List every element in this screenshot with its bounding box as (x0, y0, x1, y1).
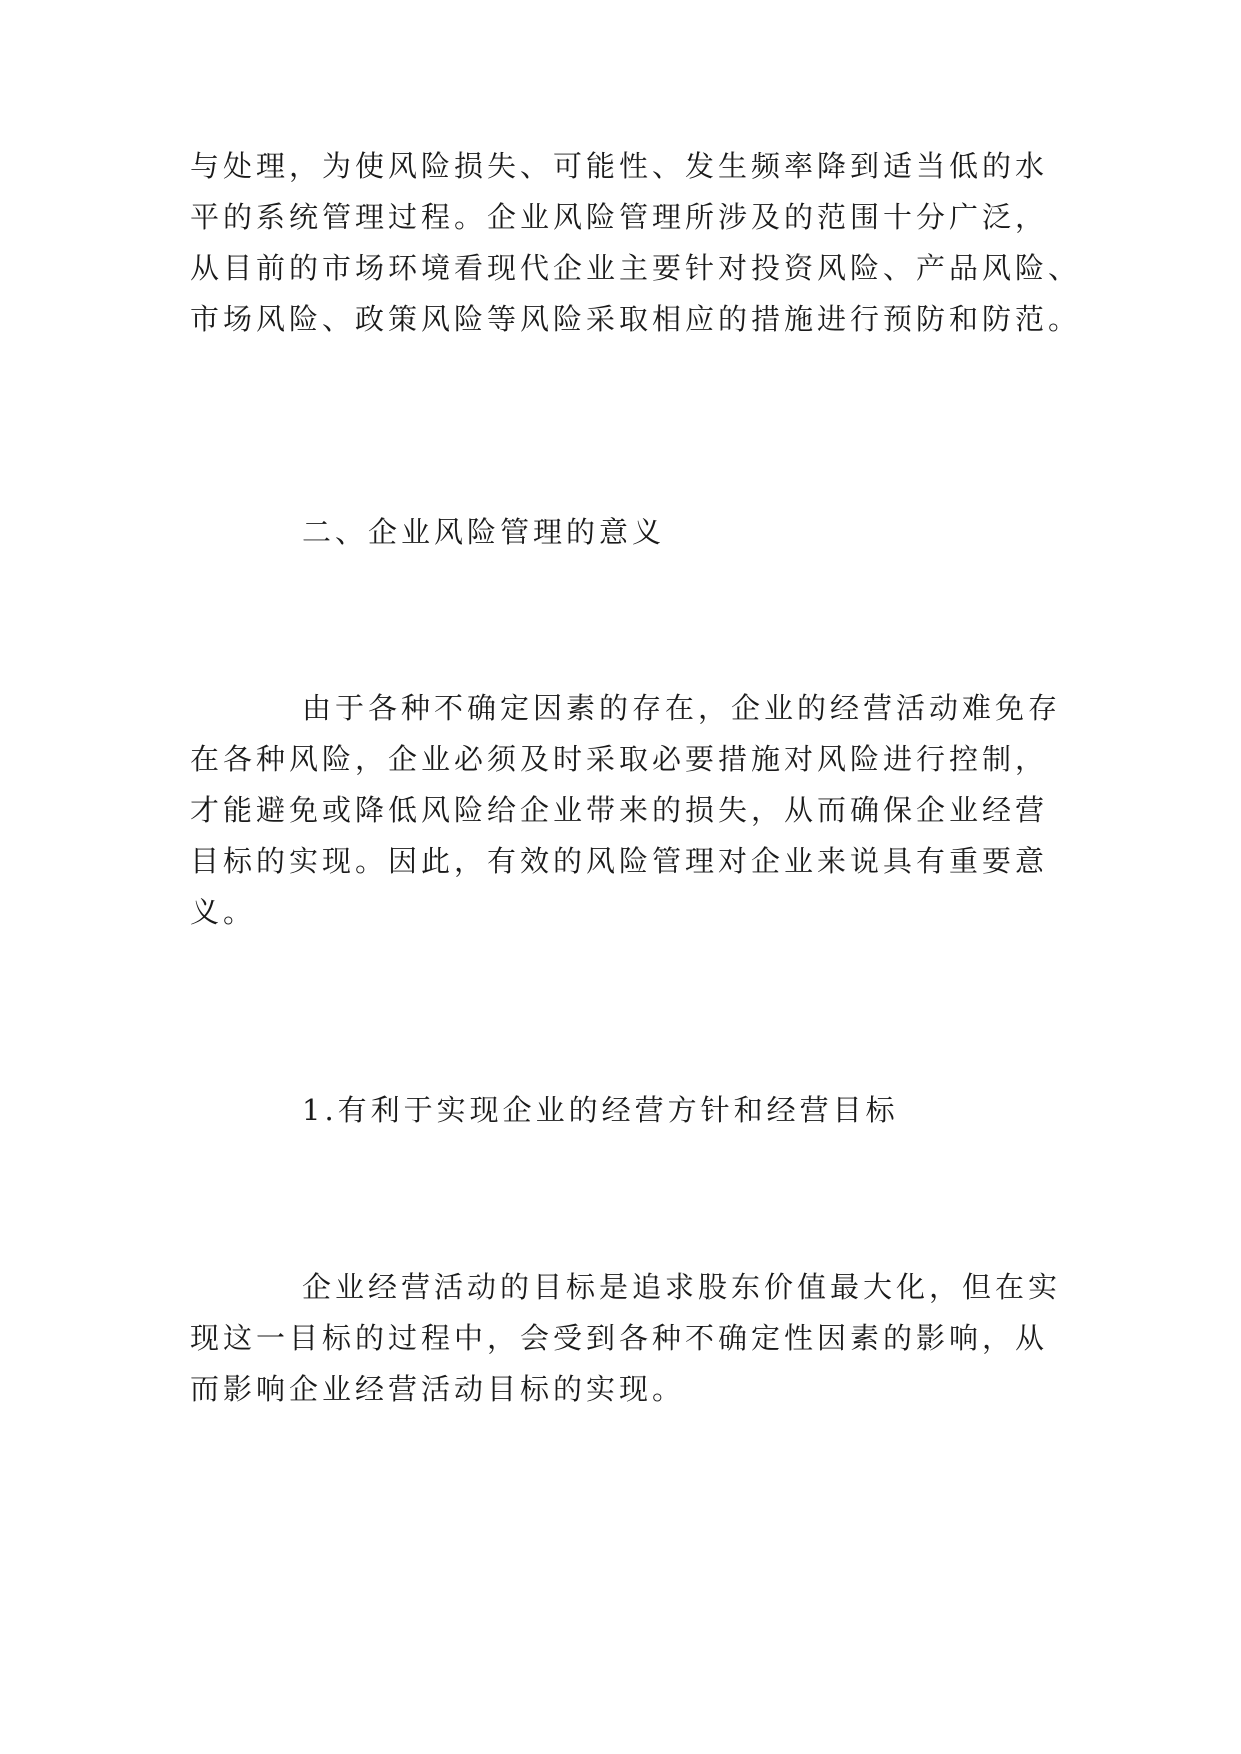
paragraph-goals (190, 1262, 1090, 1415)
subheading: 1.有利于实现企业的经营方针和经营目标 (302, 1093, 899, 1127)
paragraph-intro (190, 141, 1090, 345)
text-line: 从目前的市场环境看现代企业主要针对投资风险、产品风险、 (190, 251, 1082, 285)
section-heading: 二、企业风险管理的意义 (302, 515, 666, 549)
text-line: 在各种风险，企业必须及时采取必要措施对风险进行控制， (190, 742, 1049, 776)
text-line: 由于各种不确定因素的存在，企业的经营活动难免存 (302, 691, 1062, 725)
paragraph-significance (190, 683, 1090, 938)
text-line: 才能避免或降低风险给企业带来的损失，从而确保企业经营 (190, 793, 1049, 827)
subheading-block (190, 1085, 1090, 1136)
text-line: 目标的实现。因此，有效的风险管理对企业来说具有重要意 (190, 844, 1049, 878)
text-line: 市场风险、政策风险等风险采取相应的措施进行预防和防范。 (190, 302, 1082, 336)
text-line: 义。 (190, 895, 257, 929)
text-line: 平的系统管理过程。企业风险管理所涉及的范围十分广泛， (190, 200, 1049, 234)
section-heading-block (190, 507, 1090, 558)
text-line: 现这一目标的过程中，会受到各种不确定性因素的影响，从 (190, 1321, 1049, 1355)
text-line: 而影响企业经营活动目标的实现。 (190, 1372, 686, 1406)
text-line: 企业经营活动的目标是追求股东价值最大化，但在实 (302, 1270, 1062, 1304)
text-line: 与处理，为使风险损失、可能性、发生频率降到适当低的水 (190, 149, 1049, 183)
